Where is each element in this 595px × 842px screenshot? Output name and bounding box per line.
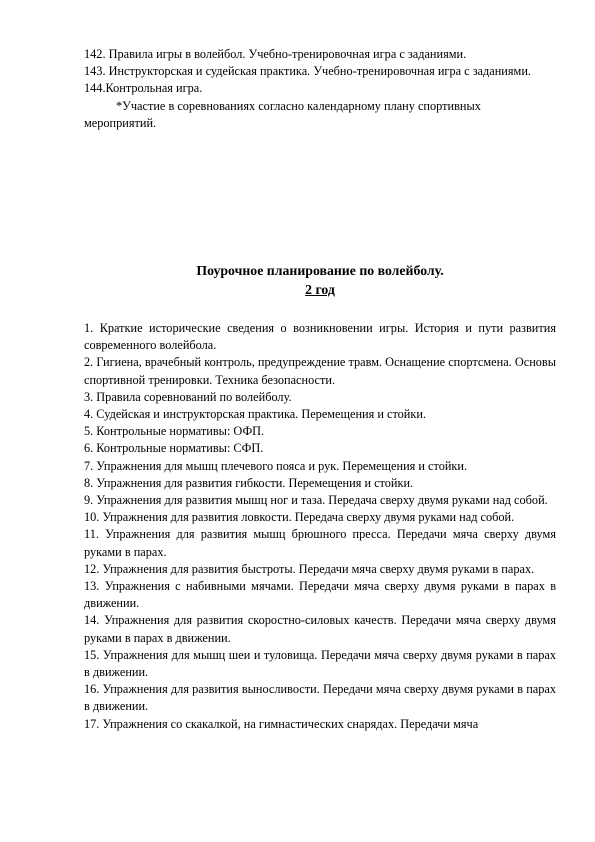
lesson-item: 6. Контрольные нормативы: СФП. — [84, 441, 264, 456]
lesson-item: 15. Упражнения для мышц шеи и туловища. Передачи мяча сверху двумя руками в парах в движении. — [84, 647, 556, 680]
lesson-item: 12. Упражнения для развития быстроты. Передачи мяча сверху двумя руками в парах. — [84, 561, 535, 576]
competition-note: *Участие в соревнованиях согласно календарному плану спортивных мероприятий. — [84, 98, 481, 130]
lesson-item: 4. Судейская и инструкторская практика. Перемещения и стойки. — [84, 407, 427, 422]
lesson-item: 2. Гигиена, врачебный контроль, предупреждение травм. Оснащение спортсмена. Основы спортивной тренировки. Техника безопасности. — [84, 355, 556, 387]
lesson-item: 143. Инструкторская и судейская практика. Учебно-тренировочная игра с заданиями. — [84, 64, 531, 79]
lesson-item: 5. Контрольные нормативы: ОФП. — [84, 424, 265, 439]
lesson-item: 1. Краткие исторические сведения о возникновении игры. История и пути развития современного волейбола. — [84, 321, 556, 353]
lesson-item: 7. Упражнения для мышц плечевого пояса и рук. Перемещения и стойки. — [84, 458, 468, 473]
lesson-list — [84, 320, 556, 733]
lesson-item: 13. Упражнения с набивными мячами. Передачи мяча сверху двумя руками в парах в движении. — [84, 579, 556, 611]
lesson-item: 10. Упражнения для развития ловкости. Передача сверху двумя руками над собой. — [84, 510, 515, 525]
lesson-item: 142. Правила игры в волейбол. Учебно-тренировочная игра с заданиями. — [84, 47, 467, 61]
lesson-item: 3. Правила соревнований по волейболу. — [84, 389, 292, 404]
lesson-item: 9. Упражнения для развития мышц ног и таза. Передача сверху двумя руками над собой. — [84, 493, 548, 508]
lesson-item: 17. Упражнения со скакалкой, на гимнастических снарядах. Передачи мяча — [84, 716, 479, 731]
previous-lessons-block — [84, 46, 556, 132]
lesson-item: 16. Упражнения для развития выносливости. Передачи мяча сверху двумя руками в парах в движении. — [84, 682, 556, 714]
section-heading — [84, 261, 556, 299]
lesson-item: 11. Упражнения для развития мышц брюшного пресса. Передачи мяча сверху двумя руками в парах. — [84, 527, 556, 559]
year-subtitle: 2 год — [305, 282, 335, 297]
lesson-item: 8. Упражнения для развития гибкости. Перемещения и стойки. — [84, 475, 414, 490]
page-title: Поурочное планирование по волейболу. — [196, 263, 444, 278]
lesson-item: 144.Контрольная игра. — [84, 81, 203, 96]
lesson-item: 14. Упражнения для развития скоростно-силовых качеств. Передачи мяча сверху двумя руками в парах в движении. — [84, 613, 556, 645]
